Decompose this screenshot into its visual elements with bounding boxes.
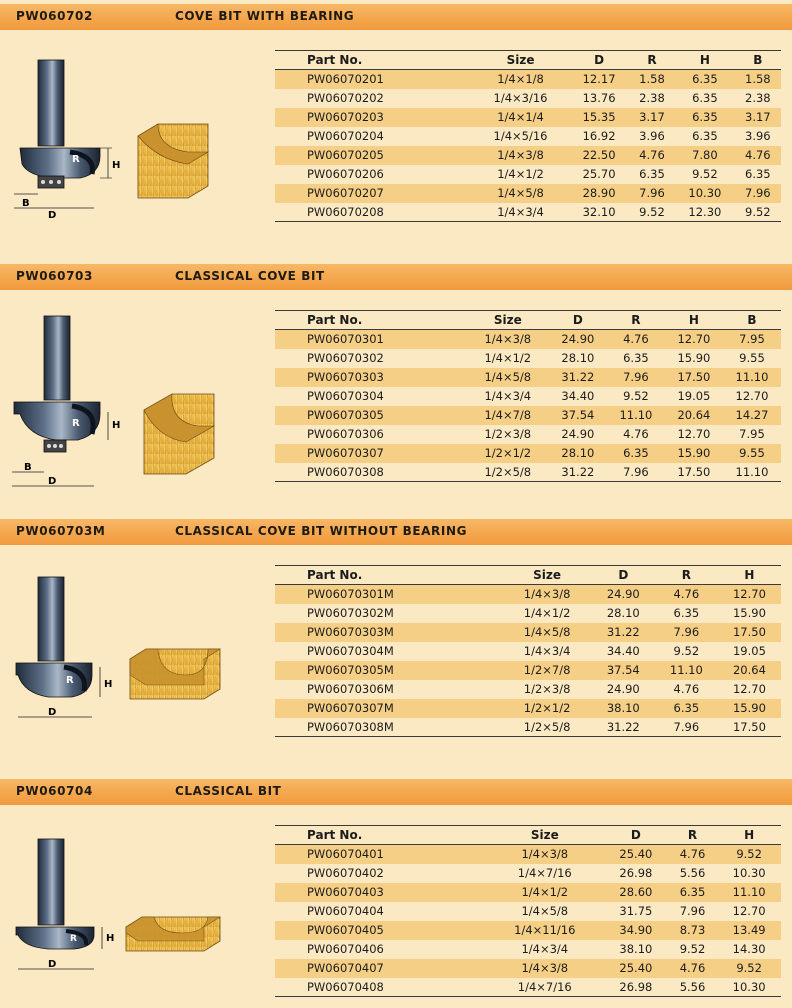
table-cell: 1.58 (735, 70, 781, 89)
dim-label-h: H (112, 420, 121, 431)
table-cell: 1/2×1/2 (502, 699, 591, 718)
cell-part-no: PW06070205 (275, 146, 472, 165)
table-cell: 1/4×3/16 (472, 89, 570, 108)
section-title: CLASSICAL COVE BIT (175, 269, 325, 283)
cell-part-no: PW06070208 (275, 203, 472, 222)
cell-part-no: PW06070308 (275, 463, 467, 482)
table-row (275, 699, 781, 718)
table-cell: 5.56 (668, 978, 718, 997)
table-cell: 1/4×5/8 (472, 184, 570, 203)
table-row (275, 463, 781, 482)
spec-table (275, 310, 781, 482)
table-cell: 9.52 (655, 642, 718, 661)
dim-label-h: H (104, 679, 113, 690)
table-cell: 7.96 (655, 623, 718, 642)
table-cell: 34.40 (549, 387, 607, 406)
table-cell: 12.70 (717, 902, 781, 921)
table-row (275, 642, 781, 661)
table-row (275, 864, 781, 883)
cell-part-no: PW06070303 (275, 368, 467, 387)
table-cell: 6.35 (675, 108, 735, 127)
table-cell: 17.50 (665, 368, 723, 387)
table-cell: 15.90 (718, 604, 781, 623)
table-cell: 31.22 (592, 718, 655, 737)
table-cell: 7.96 (735, 184, 781, 203)
cell-part-no: PW06070407 (275, 959, 486, 978)
table-cell: 8.73 (668, 921, 718, 940)
table-cell: 1/4×7/16 (486, 864, 605, 883)
table-cell: 4.76 (607, 330, 665, 349)
col-header-size: Size (472, 51, 570, 70)
col-header-h: H (665, 311, 723, 330)
table-cell: 11.10 (655, 661, 718, 680)
table-cell: 7.96 (607, 368, 665, 387)
table-cell: 9.52 (629, 203, 675, 222)
cell-part-no: PW06070404 (275, 902, 486, 921)
table-cell: 1/4×5/16 (472, 127, 570, 146)
wood-profile-drawing (138, 124, 208, 198)
table-cell: 32.10 (569, 203, 629, 222)
table-cell: 3.96 (735, 127, 781, 146)
table-cell: 6.35 (668, 883, 718, 902)
table-cell: 12.70 (665, 330, 723, 349)
table-cell: 17.50 (665, 463, 723, 482)
table-cell: 1/4×1/2 (467, 349, 549, 368)
col-header-size: Size (486, 826, 605, 845)
table-cell: 28.90 (569, 184, 629, 203)
table-cell: 7.96 (607, 463, 665, 482)
table-row (275, 203, 781, 222)
dim-label-d: D (48, 476, 57, 487)
cell-part-no: PW06070308M (275, 718, 502, 737)
dim-label-r: R (70, 934, 77, 944)
table-cell: 1/4×3/8 (467, 330, 549, 349)
table-row (275, 387, 781, 406)
cell-part-no: PW06070402 (275, 864, 486, 883)
section-part-number: PW060703M (16, 524, 106, 538)
table-row (275, 883, 781, 902)
section-title: COVE BIT WITH BEARING (175, 9, 355, 23)
table-cell: 25.40 (604, 959, 668, 978)
table-cell: 17.50 (718, 623, 781, 642)
table-cell: 1/2×5/8 (502, 718, 591, 737)
table-cell: 12.70 (718, 585, 781, 604)
col-header-r: R (607, 311, 665, 330)
spec-table (275, 50, 781, 222)
table-cell: 31.22 (549, 463, 607, 482)
cell-part-no: PW06070201 (275, 70, 472, 89)
table-cell: 9.52 (675, 165, 735, 184)
table-header-row (275, 826, 781, 845)
classical-cove-bit-no-bearing-diagram (8, 575, 228, 725)
table-cell: 34.40 (592, 642, 655, 661)
col-header-h: H (675, 51, 735, 70)
table-cell: 4.76 (655, 680, 718, 699)
table-row (275, 921, 781, 940)
table-row (275, 718, 781, 737)
table-cell: 1/4×3/4 (472, 203, 570, 222)
col-header-size: Size (502, 566, 591, 585)
col-header-b: B (723, 311, 781, 330)
table-row (275, 406, 781, 425)
table-cell: 9.52 (607, 387, 665, 406)
table-row (275, 845, 781, 864)
table-cell: 13.76 (569, 89, 629, 108)
cell-part-no: PW06070401 (275, 845, 486, 864)
router-bit-drawing (14, 60, 112, 208)
cell-part-no: PW06070304 (275, 387, 467, 406)
table-cell: 9.52 (735, 203, 781, 222)
table-cell: 9.52 (717, 845, 781, 864)
section-part-number: PW060704 (16, 784, 93, 798)
table-row (275, 604, 781, 623)
table-row (275, 978, 781, 997)
col-header-d: D (592, 566, 655, 585)
col-header-d: D (569, 51, 629, 70)
table-cell: 16.92 (569, 127, 629, 146)
cove-bit-bearing-diagram (8, 56, 228, 226)
table-cell: 22.50 (569, 146, 629, 165)
wood-profile-drawing (144, 394, 214, 474)
col-header-b: B (735, 51, 781, 70)
table-cell: 3.96 (629, 127, 675, 146)
table-cell: 10.30 (717, 864, 781, 883)
table-cell: 12.30 (675, 203, 735, 222)
table-cell: 5.56 (668, 864, 718, 883)
table-cell: 6.35 (629, 165, 675, 184)
cell-part-no: PW06070204 (275, 127, 472, 146)
col-header-r: R (629, 51, 675, 70)
table-cell: 1/4×5/8 (486, 902, 605, 921)
col-header-part: Part No. (275, 826, 486, 845)
cell-part-no: PW06070301 (275, 330, 467, 349)
table-cell: 9.55 (723, 444, 781, 463)
table-cell: 1/4×1/2 (486, 883, 605, 902)
table-cell: 7.95 (723, 330, 781, 349)
table-row (275, 165, 781, 184)
cell-part-no: PW06070307M (275, 699, 502, 718)
table-cell: 9.55 (723, 349, 781, 368)
table-cell: 7.96 (629, 184, 675, 203)
cell-part-no: PW06070307 (275, 444, 467, 463)
table-cell: 10.30 (717, 978, 781, 997)
section-banner (0, 264, 792, 290)
cell-part-no: PW06070306M (275, 680, 502, 699)
table-row (275, 444, 781, 463)
col-header-size: Size (467, 311, 549, 330)
section-title: CLASSICAL COVE BIT WITHOUT BEARING (175, 524, 468, 538)
table-cell: 1/4×11/16 (486, 921, 605, 940)
table-row (275, 368, 781, 387)
col-header-r: R (655, 566, 718, 585)
classical-bit-diagram (8, 837, 228, 987)
table-cell: 28.10 (592, 604, 655, 623)
dim-label-r: R (72, 418, 80, 429)
table-cell: 31.22 (592, 623, 655, 642)
table-cell: 12.70 (723, 387, 781, 406)
cell-part-no: PW06070302M (275, 604, 502, 623)
cell-part-no: PW06070305M (275, 661, 502, 680)
table-cell: 28.10 (549, 349, 607, 368)
table-cell: 4.76 (629, 146, 675, 165)
table-cell: 7.80 (675, 146, 735, 165)
wood-profile-drawing (126, 917, 220, 951)
table-cell: 1/4×1/2 (502, 604, 591, 623)
table-cell: 6.35 (735, 165, 781, 184)
table-cell: 17.50 (718, 718, 781, 737)
table-cell: 15.90 (665, 444, 723, 463)
cell-part-no: PW06070406 (275, 940, 486, 959)
col-header-d: D (549, 311, 607, 330)
table-cell: 9.52 (668, 940, 718, 959)
section-banner (0, 519, 792, 545)
table-cell: 1/2×5/8 (467, 463, 549, 482)
table-cell: 34.90 (604, 921, 668, 940)
section-part-number: PW060703 (16, 269, 93, 283)
dim-label-r: R (72, 154, 80, 165)
table-cell: 1/4×3/4 (502, 642, 591, 661)
table-cell: 37.54 (549, 406, 607, 425)
table-cell: 1/4×3/4 (486, 940, 605, 959)
table-row (275, 349, 781, 368)
table-cell: 6.35 (675, 89, 735, 108)
section-title: CLASSICAL BIT (175, 784, 282, 798)
table-cell: 38.10 (592, 699, 655, 718)
table-cell: 14.27 (723, 406, 781, 425)
table-row (275, 89, 781, 108)
dim-label-b: B (24, 462, 32, 473)
table-cell: 6.35 (655, 699, 718, 718)
router-bit-drawing (16, 577, 100, 717)
table-cell: 10.30 (675, 184, 735, 203)
table-cell: 6.35 (607, 444, 665, 463)
table-cell: 2.38 (629, 89, 675, 108)
router-bit-drawing (16, 839, 102, 969)
router-bit-drawing (12, 316, 108, 486)
cell-part-no: PW06070206 (275, 165, 472, 184)
table-row (275, 108, 781, 127)
dim-label-h: H (106, 933, 115, 944)
cell-part-no: PW06070304M (275, 642, 502, 661)
table-row (275, 959, 781, 978)
dim-label-d: D (48, 959, 57, 970)
dim-label-h: H (112, 160, 121, 171)
spec-table (275, 825, 781, 997)
table-cell: 4.76 (655, 585, 718, 604)
classical-cove-bit-diagram (8, 314, 228, 494)
table-row (275, 146, 781, 165)
cell-part-no: PW06070403 (275, 883, 486, 902)
table-cell: 24.90 (549, 330, 607, 349)
table-cell: 1/2×7/8 (502, 661, 591, 680)
col-header-part: Part No. (275, 566, 502, 585)
table-cell: 6.35 (675, 127, 735, 146)
table-cell: 1/4×7/16 (486, 978, 605, 997)
table-cell: 12.70 (718, 680, 781, 699)
dim-label-d: D (48, 210, 57, 221)
table-cell: 1/4×1/8 (472, 70, 570, 89)
table-cell: 6.35 (607, 349, 665, 368)
dim-label-d: D (48, 707, 57, 718)
table-cell: 11.10 (717, 883, 781, 902)
table-cell: 1.58 (629, 70, 675, 89)
table-cell: 26.98 (604, 864, 668, 883)
table-cell: 19.05 (718, 642, 781, 661)
table-cell: 19.05 (665, 387, 723, 406)
table-cell: 25.40 (604, 845, 668, 864)
table-cell: 11.10 (607, 406, 665, 425)
table-cell: 1/2×1/2 (467, 444, 549, 463)
cell-part-no: PW06070203 (275, 108, 472, 127)
section-banner (0, 779, 792, 805)
col-header-part: Part No. (275, 311, 467, 330)
table-cell: 7.95 (723, 425, 781, 444)
table-cell: 4.76 (668, 959, 718, 978)
table-cell: 1/2×3/8 (502, 680, 591, 699)
table-row (275, 70, 781, 89)
table-header-row (275, 51, 781, 70)
table-cell: 20.64 (665, 406, 723, 425)
table-row (275, 661, 781, 680)
table-cell: 13.49 (717, 921, 781, 940)
table-row (275, 940, 781, 959)
table-cell: 12.17 (569, 70, 629, 89)
table-row (275, 425, 781, 444)
cell-part-no: PW06070207 (275, 184, 472, 203)
cell-part-no: PW06070202 (275, 89, 472, 108)
table-cell: 4.76 (668, 845, 718, 864)
cell-part-no: PW06070302 (275, 349, 467, 368)
table-header-row (275, 311, 781, 330)
table-cell: 6.35 (675, 70, 735, 89)
table-cell: 1/4×3/8 (486, 959, 605, 978)
table-cell: 1/4×5/8 (467, 368, 549, 387)
table-cell: 31.75 (604, 902, 668, 921)
table-cell: 1/4×3/8 (502, 585, 591, 604)
col-header-h: H (717, 826, 781, 845)
table-cell: 24.90 (549, 425, 607, 444)
col-header-d: D (604, 826, 668, 845)
table-cell: 14.30 (717, 940, 781, 959)
table-row (275, 184, 781, 203)
section-banner (0, 4, 792, 30)
cell-part-no: PW06070303M (275, 623, 502, 642)
table-cell: 1/2×3/8 (467, 425, 549, 444)
table-row (275, 585, 781, 604)
cell-part-no: PW06070405 (275, 921, 486, 940)
table-cell: 1/4×5/8 (502, 623, 591, 642)
table-row (275, 623, 781, 642)
table-header-row (275, 566, 781, 585)
table-cell: 11.10 (723, 368, 781, 387)
table-cell: 28.10 (549, 444, 607, 463)
table-cell: 3.17 (735, 108, 781, 127)
col-header-h: H (718, 566, 781, 585)
table-cell: 24.90 (592, 680, 655, 699)
table-cell: 15.35 (569, 108, 629, 127)
col-header-r: R (668, 826, 718, 845)
table-cell: 3.17 (629, 108, 675, 127)
table-cell: 1/4×1/4 (472, 108, 570, 127)
table-row (275, 680, 781, 699)
table-cell: 38.10 (604, 940, 668, 959)
table-cell: 4.76 (607, 425, 665, 444)
table-cell: 28.60 (604, 883, 668, 902)
table-cell: 7.96 (668, 902, 718, 921)
section-part-number: PW060702 (16, 9, 93, 23)
table-cell: 1/4×1/2 (472, 165, 570, 184)
table-cell: 1/4×3/8 (472, 146, 570, 165)
cell-part-no: PW06070306 (275, 425, 467, 444)
table-cell: 1/4×3/8 (486, 845, 605, 864)
table-cell: 2.38 (735, 89, 781, 108)
cell-part-no: PW06070408 (275, 978, 486, 997)
table-row (275, 902, 781, 921)
cell-part-no: PW06070305 (275, 406, 467, 425)
table-cell: 20.64 (718, 661, 781, 680)
dim-label-r: R (66, 675, 74, 686)
dim-label-b: B (22, 198, 30, 209)
table-cell: 15.90 (665, 349, 723, 368)
cell-part-no: PW06070301M (275, 585, 502, 604)
table-cell: 37.54 (592, 661, 655, 680)
table-cell: 1/4×3/4 (467, 387, 549, 406)
table-cell: 9.52 (717, 959, 781, 978)
table-cell: 26.98 (604, 978, 668, 997)
wood-profile-drawing (130, 649, 220, 699)
table-cell: 4.76 (735, 146, 781, 165)
col-header-part: Part No. (275, 51, 472, 70)
table-cell: 25.70 (569, 165, 629, 184)
table-cell: 1/4×7/8 (467, 406, 549, 425)
spec-table (275, 565, 781, 737)
table-row (275, 330, 781, 349)
table-cell: 24.90 (592, 585, 655, 604)
table-cell: 15.90 (718, 699, 781, 718)
table-cell: 6.35 (655, 604, 718, 623)
table-row (275, 127, 781, 146)
table-cell: 7.96 (655, 718, 718, 737)
table-cell: 11.10 (723, 463, 781, 482)
table-cell: 31.22 (549, 368, 607, 387)
table-cell: 12.70 (665, 425, 723, 444)
